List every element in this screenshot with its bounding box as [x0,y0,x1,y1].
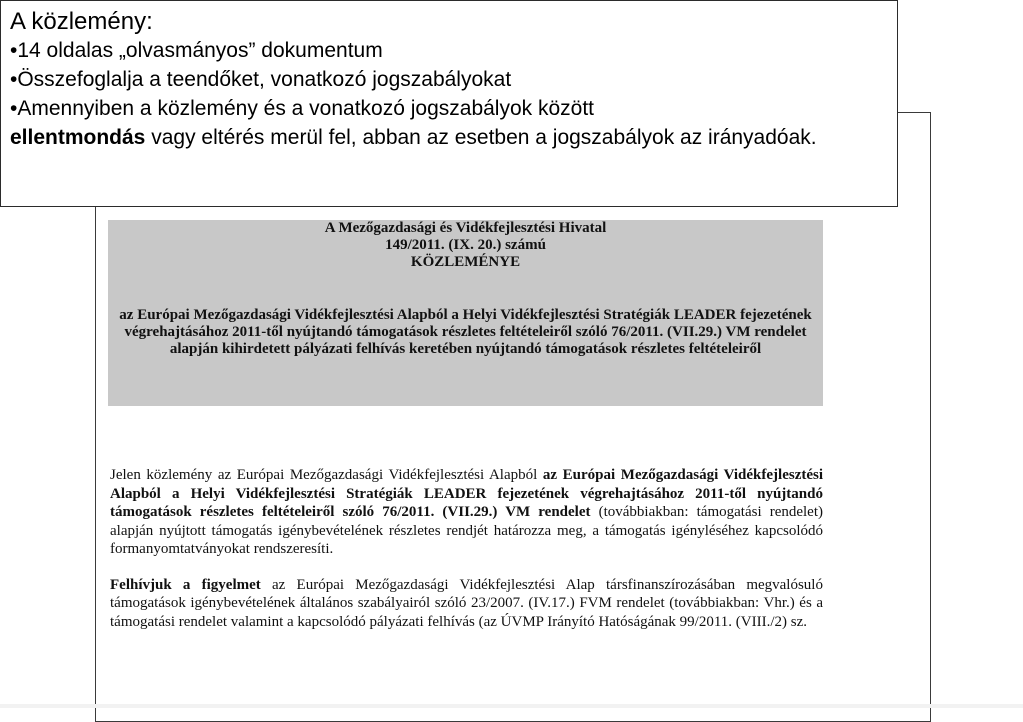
callout-bullet-3-bold: ellentmondás [10,126,146,149]
callout-bullet-3 [10,94,888,152]
callout-bullet-1: •14 oldalas „olvasmányos” dokumentum [10,39,383,62]
para2-rest: az Európai Mezőgazdasági Vidékfejlesztési Alap társfinanszírozásában megvalósuló támogatások igénybevételének általános szabályairól szóló 23/2007. (IV.17.) FVM rendelet (továbbiakban: Vhr.) és a támogatási rendelet valamint a kapcsolódó pályázati felhívás (az ÚVMP Irányító Hatóságának 99/2011. (VIII./2) sz. [110,576,823,630]
bottom-strip [0,704,1023,708]
para1-intro: Jelen közlemény az Európai Mezőgazdasági Vidékfejlesztési Alapból [110,467,543,483]
document-header [108,220,823,406]
header-kind: KÖZLEMÉNYE [410,254,521,270]
document-body [110,466,823,648]
document-paragraph-1 [110,466,823,559]
document-paragraph-2 [110,576,823,632]
header-subtitle: az Európai Mezőgazdasági Vidékfejlesztési Alapból a Helyi Vidékfejlesztési Stratégiák LEADER fejezetének végrehajtásához 2011-től nyújtandó támogatások részletes feltételeiről szóló 76/2011. (VII.29.) VM rendelet alapján kihirdetett pályázati felhívás keretében nyújtandó támogatások részletes feltételeiről [119,307,812,357]
para1-rest: (továbbiakban: támogatási rendelet) alapján nyújtott támogatás igénybevételének részletes rendjét határozza meg, a támogatás igényléséhez kapcsolódó formanyomtatványokat rendszeresíti. [110,504,823,557]
callout-bullet-3-intro: •Amennyiben a közlemény és a vonatkozó jogszabályok között [10,97,595,120]
callout-bullet-3-rest: vagy eltérés merül fel, abban az esetben a jogszabályok az irányadóak. [145,126,817,149]
callout-title: A közlemény: [10,8,153,35]
para1-bold: az Európai Mezőgazdasági Vidékfejlesztési Alapból a Helyi Vidékfejlesztési Stratégiák LEADER fejezetének végrehajtásához 2011-től nyújtandó támogatások részletes feltételeiről szóló 76/2011. (VII.29.) VM rendelet [110,467,824,520]
callout-bullet-2: •Összefoglalja a teendőket, vonatkozó jogszabályokat [10,68,512,91]
para2-bold: Felhívjuk a figyelmet [110,576,261,593]
callout-box [0,0,898,207]
header-number: 149/2011. (IX. 20.) számú [385,237,546,253]
header-issuer: A Mezőgazdasági és Vidékfejlesztési Hivatal [324,220,607,236]
